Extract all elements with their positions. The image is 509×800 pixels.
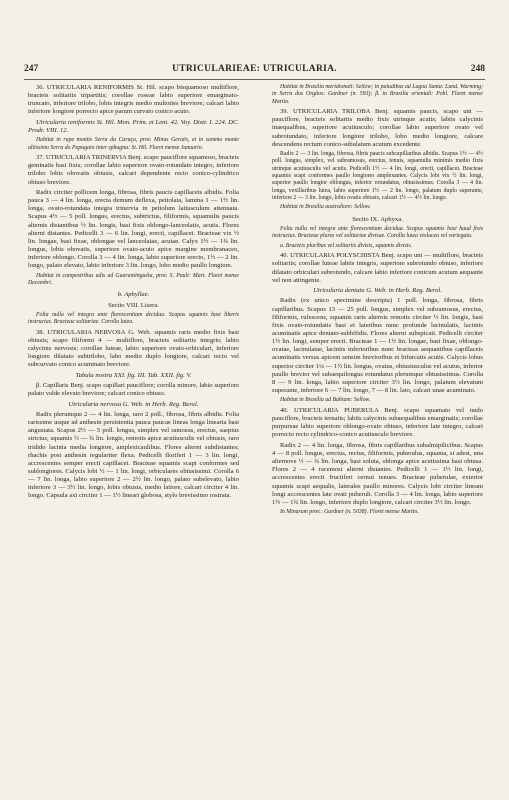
paragraph: Habitat in Brasilia meridionali: Sellow; in paludibus ad Lagoa Santa: Lund. Warming; in Serra dos Orgãos: Gardner (n. 593); β. in Brasilia orientali: Pohl. Floret mense Martio.: [272, 84, 483, 105]
paragraph: Radix 2 — 3 lin. longa, fibrosa, fibris paucis subcapillaribus albidis. Scapus 1½ — 4½ poll. longus, simplex, vel subramosus, erectus, tenuis, squamulis minimis medio fixis utrinque acutiusculis vel acutis. Pedicelli 1½ — 4 lin. longi, erecti, capillacei. Bracteae squamis scapi conformes paullo longiores amplexantes. Calycis lobi vix ½ lin. longi, superior paullo longior oblongus, inferior rotundatus, obtusissimus. Corolla 3 — 4 lin. longa, vexillaribus lutea, labio superiore 1½ — 2 lin. longo, palatum duplo superante, inferiore 2 — 3 lin. longo, lobis ovatis obtusis, calcari 1½ — 4½ lin. longo.: [272, 151, 483, 201]
paragraph: Utricularia dentata G. Web. in Herb. Reg. Berol.: [313, 287, 442, 295]
paragraph: Habitat in Brasilia ad Bahiam: Sellow.: [280, 397, 371, 404]
left-column: [28, 84, 239, 774]
paragraph: Tabula nostra XXI. fig. III. Tab. XXII. fig. V.: [75, 371, 192, 379]
paragraph: Radix circiter pollicem longa, fibrosa, fibris paucis capillaceis albidis. Folia pauca 3 — 4 lin. longa, erecta demum deflexa, petiolata, lamina 1 — 1½ lin. longa, ovato-rotundata integra trinervia in petiolum latiusculum attenuata. Scapus 4½ — 5 poll. longus, erectus, subtrictus, filiformis, squamulis paucis alternis distantibus ½ lin. longis, basi fixis oblongo-lanceolatis, acutis. Flores alterni distantes. Pedicelli 3 — 6 lin. longi, erecti, capillacei. Bracteae vix ½ lin. longae, basi fixae, oblongae vel lanceolatae, acutae. Calyx 1½ — 1¾ lin. longus, lobis obovatis, superiore ovato-acuto apice margine membranaceo, inferiore oblongo. Corolla 3 — 4 lin. longa, labio superiore erecto, 1½ — 2 lin. longo, palato elevato, labio inferiore 3 lin. longo, lobo medio paullo longiore.: [28, 188, 239, 270]
paragraph: 40. UTRICULARIA POLYSCHISTA Benj. scapo uni — multiflore, bracteis solitariis; corollae luteae labiis integris, superiore subrotundo obtuso, inferiore dilatato orbiculari subrotundo, calcare labio inferiore conicum acutum aequante vel non attingente.: [272, 252, 483, 284]
paragraph: β. Capillaris Benj. scapo capillari pauciflore; corolla minore, labio superiore palato valde elevato breviore; calcari conico obtuso.: [28, 382, 239, 398]
paragraph: In Minarum prov.: Gardner (n. 5038). Floret mense Martio.: [280, 509, 419, 516]
paragraph: 36. UTRICULARIA RENIFORMIS St. Hil. scapo bisquamoso multiflore, bracteis solitariis tripartitis; corollae roseae labio superiore emarginato-truncato, inferiore trilobo, lobis integris medio multoties breviore; calcari labio inferiore longiore porrecto apice parum curvato conico acuto.: [28, 84, 239, 116]
running-title: UTRICULARIEAE: UTRICULARIA.: [172, 64, 337, 74]
paragraph: Habitat in campestribus udis ad Guarantinguéta, prov. S. Pauli: Mart. Floret mense Decembri.: [28, 272, 239, 286]
paragraph: 38. UTRICULARIA NERVOSA G. Web. squamis raris medio fixis basi obtusis; scapo filiformi 4 — multiflore, bracteis solitariis integris; labio calycinis nervosis; corollae luteae, labio superiore ovato-orbiculari, inferiore longiore dilatato subtrilobo, labo medio duplo longiore, calcari recto vel subcurvato conico acuminato breviore.: [28, 328, 239, 369]
paragraph: Radix (ex unico specimine descripta) 1 poll. longa, fibrosa, fibris capillaribus. Scapus 13 — 25 poll. longus, simplex vel subramosus, erectus, filiformis, rufescens, squamis raris alternis remotis circiter ½ lin. longis, basi fixis ovato-rotundatis basi et lateribus nunc profunde lacinulatis, laciniis acuminatis apice dentato-subbifidis. Flores alterni subspicati. Pedicelli circiter 1½ lin. longi, semper erecti. Bracteae 1 — 1½ lin. longae, basi fixae, oblongo-ovatae, lacinulatae, laciniis inferioribus nunc bracteas aequantibus capillaceis acuminatis versus apicem sensim brevioribus et bifurcatis acutis. Calycis lobus superior circiter 1¼ — 1½ lin. longus, ovatus, obtusiusculus vel acutus, inferior paullo brevior vel subaequilongus rotundatus plerumque obtusissimus. Corolla 8 — 9 lin. longa, labio superiore circiter 3½ lin. longo, palatum elevatum superante, inferiore 6 — 7 lin. longo, 7 — 8 lin. lato, calcari unae acuminato.: [272, 297, 483, 395]
running-head: [24, 64, 485, 78]
paragraph: Folia nulla vel integra ante florescentiam decidua. Scapus squamis basi haud fixis instructus. Bracteae plures vel solitariae divisae. Corolla lutea violacea vel variegata.: [272, 225, 483, 240]
right-column: [272, 84, 483, 774]
paragraph: Habitat in Brasilia australiore: Sellow.: [280, 204, 371, 211]
paragraph: a. Bracteis pluribus vel solitariis divisis, squamis divisis.: [280, 242, 413, 249]
paragraph: Utricularia nervosa G. Web. in Herb. Reg. Berol.: [68, 400, 199, 408]
paragraph: 39. UTRICULARIA TRILOBA Benj. squamis paucis, scapo uni — pauciflore, bracteis solitariis medio fixis utrinque acutis; labiis calycinis inaequalibus, superiore acutiusculo; corollae labio superiore ovato vel subrotundato, inferiore longiore trilobo, lobo medio longiore, calcare descendens rectum conico-subulatum acutum excedente.: [272, 108, 483, 148]
page-number-left: 247: [24, 64, 39, 74]
paragraph: Habitat in rupe montis Serra da Caraça, prov. Minas Geraës, et in summo monte altissimo Serra do Papagaio inter sphagna: St. Hil. Floret mense Januario.: [28, 137, 239, 151]
section-heading: Sectio VIII. Lisera.: [108, 301, 159, 309]
paragraph: 40. UTRICULARIA PUBERULA Benj. scapo squamato vel nudo pauciflore, bracteis ternatis; labiis calycinis subaequalibus emarginatis; corollae purpureae labio superiore oblongo-ovato obtuso, inferiore late integro, calcari porrecto recto cylindrico-conico acutiusculo breviore.: [272, 406, 483, 439]
subsection-heading: b. Aphyllae.: [117, 291, 150, 299]
page-number-right: 248: [470, 64, 485, 74]
paragraph: 37. UTRICULARIA TRINERVIA Benj. scapo pauciflore squamoso, bracteis geminatis basi fixis; corollae labio superiore ovato-rotundato integro, inferiore trilobo lobis obovatis obtusis, calcari dependente recto conico-cylindrico obtuso breviore.: [28, 154, 239, 186]
paragraph: Folia nulla vel integra ante florescentiam decidua. Scapus squamis basi liberis instructus. Bracteae solitariae. Corolla lutea.: [28, 311, 239, 326]
paragraph: Radix plerumque 2 — 4 lin. longa, raro 2 poll., fibrosa, fibris albidis. Folia rarissime usque ad anthesin persistentia pauca paucae lineas longa linearia basi angustata. Scapus 2½ — 5 poll. longus, simplex vel ramosus, erectus, saepius strictus, squamis ½ — ¾ lin. longis, remotis apice acutiusculis vel obtusis, raro tridido lacinia media longiore, amplexicaulibus. Flores alterni subdistantes; rhachis post anthesin regulariter flexa. Pedicelli floriferi 1 — 3 lin. longi, accrescentes semper erecti capillacei. Bracteae squamis scapi conformes sed sublongiores. Calycis lobi ½ — 1 lin. longi, orbiculares obtusissimi. Corolla 6 — 7 lin. longa, labio superiore 2 — 2½ lin. longo, palato subelevato, labio inferiore 3 — 3½ lin. longo, lobis obtusis, medio latiore, calcari circiter 4 lin. longo. Capsula axi circiter 1 — 1½ lineari globosa, stylo brevissimo rostrata.: [28, 410, 239, 500]
section-heading: Sectio IX. Aphyxa.: [352, 215, 403, 223]
paragraph: Utricularia reniformis St. Hil. Mon. Prim. et Lent. 42. Voy. Distr. I. 224. DC. Prodr. VIII. 12.: [28, 118, 239, 134]
header-rule: [24, 79, 485, 80]
paragraph: Radix 2 — 4 lin. longa, fibrosa, fibris capillaribus subalmipilicibus. Scapus 4 — 8 poll. longus, erectus, rectus, filiformis, puberulus, squama, si adest, una alternove ½ — ¾ lin. longa, basi soluta, oblonga apice acutissima basi obtusa. Flores 2 — 4 racemosi alterni distantes. Pedicelli 1 — 1½ lin. longi, accrescentes erecti fructiferi cernui tenues. Bracteae puberulae, exterior squamis scapi aequalis, laterales paullo minores. Calycis lobi circiter lineam longi accrescentes late ovati puberuli. Corolla 3 — 4 lin. longa, labio superiore 1½ — 1¾ lin. longo, inferiore duplo longiore, calcari circiter 3½ lin. longo.: [272, 441, 483, 506]
